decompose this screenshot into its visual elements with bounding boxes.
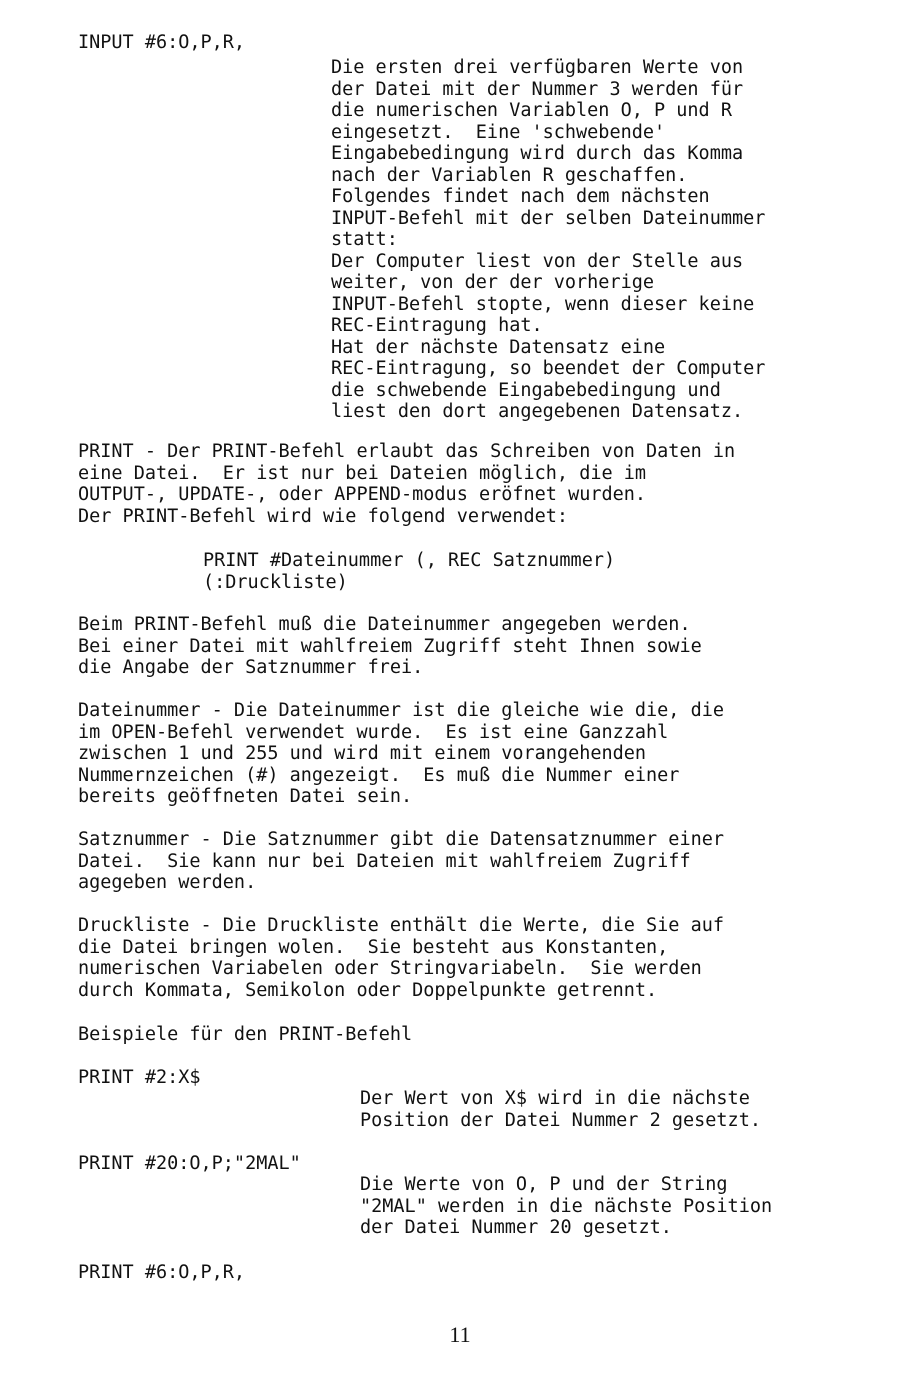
text-line: durch Kommata, Semikolon oder Doppelpunkte getrennt. <box>78 979 658 1001</box>
text-line: liest den dort angegebenen Datensatz. <box>331 401 744 422</box>
code-line: PRINT #6:O,P,R, <box>78 1262 246 1283</box>
text-line: PRINT - Der PRINT-Befehl erlaubt das Schreiben von Daten in <box>78 441 736 462</box>
input-example-description <box>331 57 765 423</box>
text-line: Die Werte von O, P und der String <box>360 1174 728 1195</box>
text-line: Nummernzeichen (#) angezeigt. Es muß die Nummer einer <box>78 764 680 786</box>
text-line: eine Datei. Er ist nur bei Dateien möglich, die im <box>78 462 647 484</box>
example-description-1 <box>360 1088 761 1131</box>
text-line: die numerischen Variablen O, P und R <box>331 100 732 121</box>
text-line: weiter, von der der vorherige <box>331 272 655 293</box>
text-line: nach der Variablen R geschaffen. <box>331 164 688 186</box>
text-line: INPUT-Befehl stopte, wenn dieser keine <box>331 293 755 315</box>
syntax-line: PRINT #Dateinummer (, REC Satznummer) <box>203 550 616 571</box>
code-line: PRINT #20:O,P;"2MAL" <box>78 1153 301 1174</box>
example-description-2 <box>360 1174 772 1239</box>
code-line: PRINT #2:X$ <box>78 1067 201 1088</box>
text-line: REC-Eintragung, so beendet der Computer <box>331 358 766 379</box>
text-line: Datei. Sie kann nur bei Dateien mit wahlfreiem Zugriff <box>78 850 691 872</box>
text-line: "2MAL" werden in die nächste Position <box>360 1195 773 1217</box>
text-line: INPUT-Befehl mit der selben Dateinummer <box>331 207 766 229</box>
dateinummer-definition <box>78 700 724 808</box>
satznummer-definition <box>78 829 724 894</box>
text-line: statt: <box>331 229 398 250</box>
text-line: der Datei Nummer 20 gesetzt. <box>360 1217 672 1238</box>
example-code-1 <box>78 1067 201 1089</box>
druckliste-definition <box>78 915 724 1001</box>
print-syntax <box>203 550 615 593</box>
text-line: im OPEN-Befehl verwendet wurde. Es ist eine Ganzzahl <box>78 721 669 743</box>
text-line: bereits geöffneten Datei sein. <box>78 786 413 807</box>
text-line: zwischen 1 und 255 und wird mit einem vorangehenden <box>78 743 647 764</box>
code-line: INPUT #6:O,P,R, <box>78 32 246 53</box>
text-line: Bei einer Datei mit wahlfreiem Zugriff steht Ihnen sowie <box>78 635 702 657</box>
example-code-3 <box>78 1262 245 1284</box>
text-line: eingesetzt. Eine 'schwebende' <box>331 121 666 143</box>
text-line: Position der Datei Nummer 2 gesetzt. <box>360 1109 761 1131</box>
examples-heading <box>78 1024 412 1046</box>
text-line: OUTPUT-, UPDATE-, oder APPEND-modus eröfnet wurden. <box>78 484 647 505</box>
text-line: Beispiele für den PRINT-Befehl <box>78 1024 413 1045</box>
text-line: Folgendes findet nach dem nächsten <box>331 186 710 207</box>
print-intro-paragraph <box>78 441 735 527</box>
text-line: Beim PRINT-Befehl muß die Dateinummer angegeben werden. <box>78 614 691 635</box>
input-example-code <box>78 32 245 54</box>
example-code-2 <box>78 1153 301 1175</box>
text-line: numerischen Variabelen oder Stringvariabeln. Sie werden <box>78 958 702 979</box>
text-line: die Datei bringen wolen. Sie besteht aus Konstanten, <box>78 936 669 958</box>
text-line: der Datei mit der Nummer 3 werden für <box>331 78 744 100</box>
text-line: REC-Eintragung hat. <box>331 315 543 336</box>
text-line: Eingabebedingung wird durch das Komma <box>331 143 744 164</box>
page-number: 11 <box>449 1322 471 1347</box>
text-line: die Angabe der Satznummer frei. <box>78 657 424 678</box>
text-line: Hat der nächste Datensatz eine <box>331 336 666 358</box>
text-line: Der Wert von X$ wird in die nächste <box>360 1088 750 1109</box>
text-line: Dateinummer - Die Dateinummer ist die gleiche wie die, die <box>78 700 725 721</box>
text-line: Der Computer liest von der Stelle aus <box>331 250 744 272</box>
syntax-line: (:Druckliste) <box>203 571 348 593</box>
text-line: die schwebende Eingabebedingung und <box>331 379 721 401</box>
text-line: Die ersten drei verfügbaren Werte von <box>331 57 744 78</box>
text-line: Der PRINT-Befehl wird wie folgend verwendet: <box>78 505 569 527</box>
text-line: Druckliste - Die Druckliste enthält die Werte, die Sie auf <box>78 915 725 936</box>
text-line: Satznummer - Die Satznummer gibt die Datensatznummer einer <box>78 829 725 850</box>
print-note-paragraph <box>78 614 702 679</box>
text-line: agegeben werden. <box>78 872 257 893</box>
